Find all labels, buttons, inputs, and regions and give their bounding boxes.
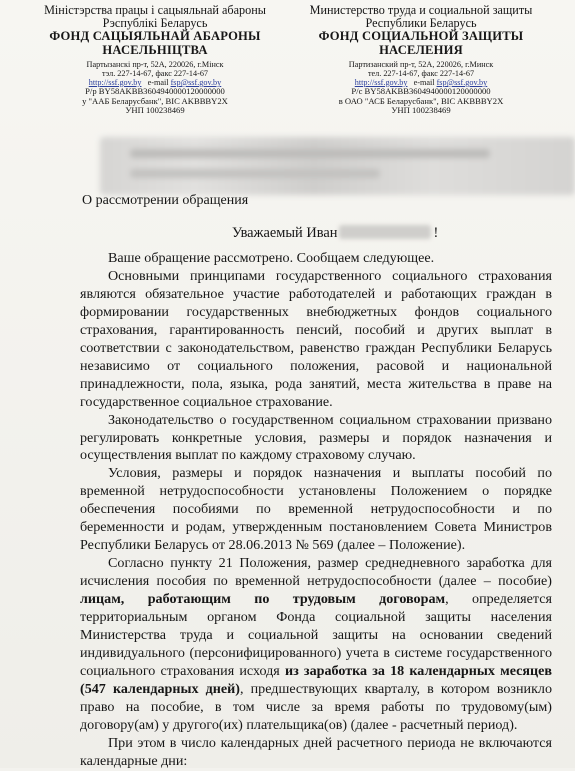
- fund-phone: тэл. 227-14-67, факс 227-14-67: [101, 68, 209, 78]
- letterhead-belarusian: [30, 4, 280, 115]
- ministry-name-line1: Міністэрства працы і сацыяльнай абароны: [44, 3, 266, 17]
- ministry-name-line2: Рэспублікі Беларусь: [102, 16, 208, 31]
- fund-name-line2: НАСЕЛЕНИЯ: [379, 42, 463, 57]
- redacted-line: [130, 149, 490, 158]
- email-link[interactable]: fsp@ssf.gov.by: [170, 77, 222, 87]
- fund-address: Партизанский пр-т, 52А, 220026, г.Минск: [348, 59, 494, 69]
- greeting-prefix: Уважаемый Иван: [232, 225, 338, 241]
- bank-name: у "ААБ Беларусбанк", BIC AKBBBY2X: [82, 95, 228, 106]
- fund-name-line1: ФОНД САЦЫЯЛЬНАЙ АБАРОНЫ: [49, 29, 261, 44]
- bank-account: Р/с BY58AKBB3604940000120000000: [351, 86, 491, 97]
- letter-subject: О рассмотрении обращения: [82, 193, 249, 208]
- ministry-name-line1: Министерство труда и социальной защиты: [309, 3, 533, 17]
- bank-name: в ОАО "АСБ Беларусбанк", BIC AKBBBY2X: [338, 95, 504, 106]
- paragraph-1: Ваше обращение рассмотрено. Сообщаем следующее.: [108, 250, 435, 266]
- ministry-name-line2: Республики Беларусь: [365, 16, 477, 31]
- paragraph-5: [80, 555, 552, 735]
- fund-phone: тел. 227-14-67, факс 227-14-67: [367, 68, 475, 78]
- paragraph-5-part-c: , определяется территориальным органом Фонда социальной защиты населения Министерства труда и социальной защиты на основании сведений индивидуального (персонифицированного) учета в системе государственного социального страхования исходя: [80, 591, 552, 679]
- bank-account: Р/р BY58AKBB3604940000120000000: [85, 86, 225, 97]
- redacted-line: [130, 169, 380, 178]
- redacted-name: [339, 225, 431, 239]
- fund-name-line1: ФОНД СОЦИАЛЬНОЙ ЗАЩИТЫ: [318, 29, 524, 44]
- email-link[interactable]: fsp@ssf.gov.by: [436, 77, 488, 87]
- website-link[interactable]: http://ssf.gov.by: [354, 77, 408, 87]
- letter-body: [80, 250, 552, 771]
- paragraph-5-emphasis-1: лицам, работающим по трудовым договорам: [80, 591, 446, 608]
- letterhead-russian: [296, 4, 546, 115]
- paragraph-5-part-a: Согласно пункту 21 Положения, размер среднедневного заработка для исчисления пособия по временной нетрудоспособности (далее – пособие): [80, 555, 552, 590]
- paragraph-2: Основными принципами государственного социального страхования являются обязательное участие работодателей и работающих граждан в формировании государственных внебюджетных фондов социального страхования, гарантированность пенсий, пособий и других выплат в соответствии с законодательством, равенство граждан Республики Беларусь независимо от социального положения, расовой и национальной принадлежности, пола, языка, рода занятий, места жительства в праве на государственное социальное страхование.: [80, 267, 552, 410]
- email-label: e-mail: [147, 77, 169, 87]
- paragraph-5-part-e: , предшествующих кварталу, в котором возникло право на пособие, в том числе за время работы по трудовому(ым) договору(ам) у другого(их) плательщика(ов) (далее - расчетный период).: [80, 680, 553, 733]
- unp-number: УНП 100238469: [391, 105, 451, 115]
- fund-name-line2: НАСЕЛЬНІЦТВА: [102, 42, 208, 57]
- greeting-suffix: !: [433, 225, 439, 241]
- redacted-recipient-block: [100, 137, 575, 195]
- fund-address: Партызанскі пр-т, 52А, 220026, г.Мінск: [86, 59, 224, 69]
- greeting: [232, 225, 438, 242]
- email-label: e-mail: [413, 77, 435, 87]
- unp-number: УНП 100238469: [125, 105, 185, 115]
- paragraph-3: Законодательство о государственном социальном страховании призвано регулировать конкретные условия, размеры и порядок назначения и осуществления выплат по каждому страховому случаю.: [80, 411, 552, 464]
- paragraph-4: Условия, размеры и порядок назначения и выплаты пособий по временной нетрудоспособности установлены Положением о порядке обеспечения пособиями по временной нетрудоспособности и по беременности и родам, утвержденным постановлением Совета Министров Республики Беларусь от 28.06.2013 № 569 (далее – Положение).: [80, 465, 552, 554]
- paragraph-5-emphasis-2: из заработка за 18 календарных месяцев (547 календарных дней): [80, 662, 552, 697]
- paragraph-6: При этом в число календарных дней расчетного периода не включаются календарные дни:: [80, 734, 552, 769]
- website-link[interactable]: http://ssf.gov.by: [88, 77, 142, 87]
